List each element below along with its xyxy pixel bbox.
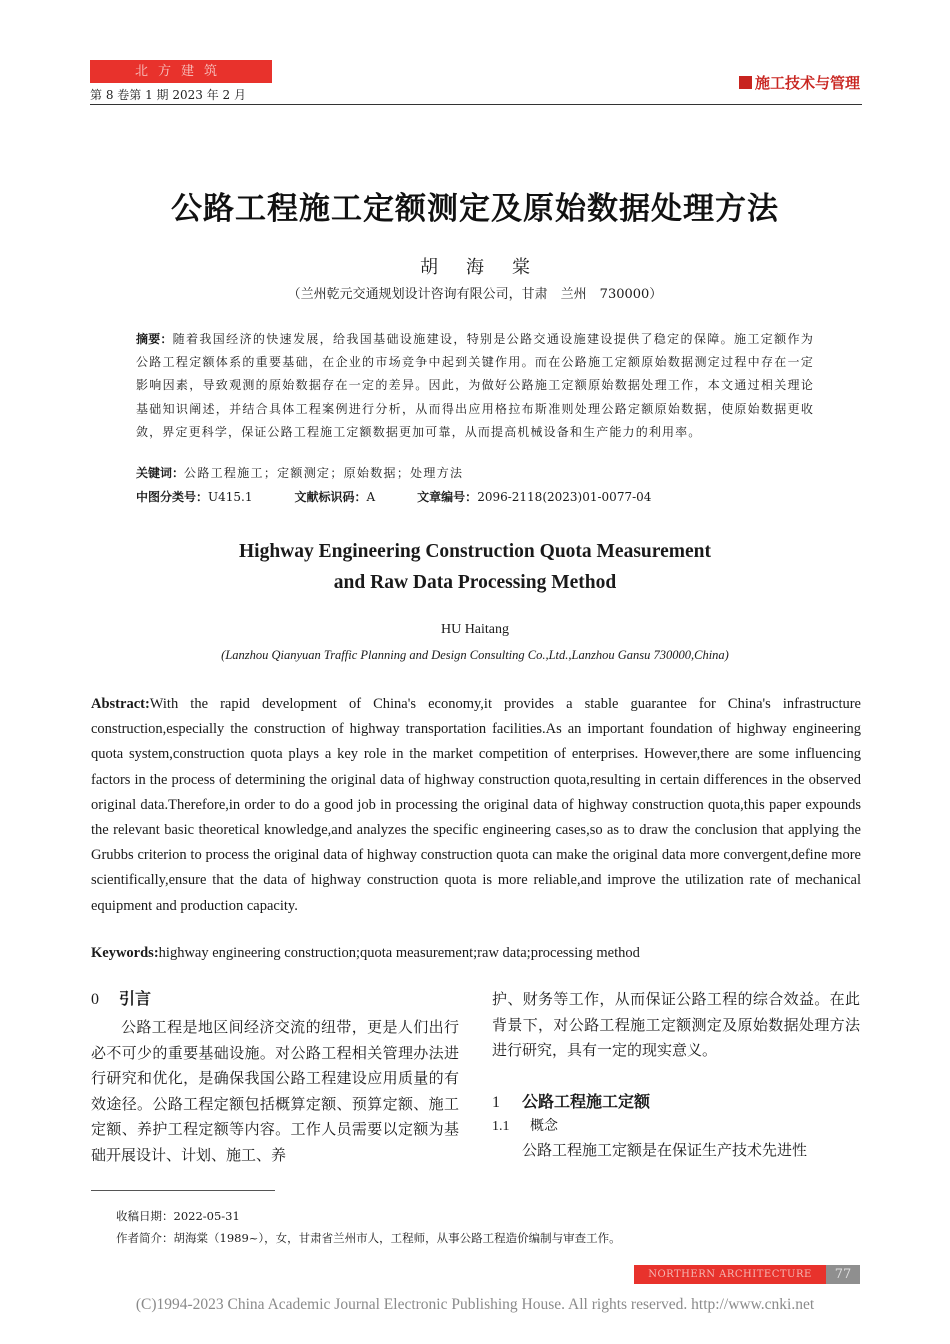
abstract-cn (136, 328, 814, 444)
paper-title-en-line1: Highway Engineering Construction Quota Measurement (239, 541, 711, 562)
paper-title-en (0, 536, 950, 598)
keywords-cn (136, 464, 463, 481)
classification-row (136, 488, 651, 505)
footer-journal-name: NORTHERN ARCHITECTURE (634, 1265, 826, 1284)
abstract-en-label: Abstract: (91, 696, 150, 712)
keywords-en (91, 945, 640, 962)
right-continuation-paragraph: 护、财务等工作，从而保证公路工程的综合效益。在此背景下，对公路工程施工定额测定及原始数据处理方法进行研究，具有一定的现实意义。 (492, 990, 860, 1059)
header-divider (90, 104, 862, 105)
abstract-en-text: With the rapid development of China's economy,it provides a stable guarantee for China's infrastructure construction,especially the construction of highway transportation facilities.As an important foundation of highway engineering quota system,construction quota plays a key role in the market competition of enterprises. However,there are some influencing factors in the process of determining the original data of highway construction quota,resulting in certain differences in the observed original data.Therefore,in order to do a good job in processing the original data of highway construction quota,this paper expounds the relevant basic theoretical knowledge,and analyzes the specific engineering cases,so as to draw the conclusion that applying the Grubbs criterion to process the original data of highway construction quota can make the original data more convergent,define more scientifically,ensure that the data of highway construction quota is more reliable,and improve the utilization rate of mechanical equipment and production capacity. (91, 696, 861, 914)
abstract-cn-text: 随着我国经济的快速发展，给我国基础设施建设，特别是公路交通设施建设提供了稳定的保障。施工定额作为公路工程定额体系的重要基础，在企业的市场竞争中起到关键作用。而在公路施工定额原始数据测定过程中存在一定影响因素，导致观测的原始数据存在一定的差异。因此，为做好公路施工定额原始数据处理工作，本文通过相关理论基础知识阐述，并结合具体工程案例进行分析，从而得出应用格拉布斯准则处理公路定额原始数据，使原始数据更收敛，界定更科学，保证公路工程施工定额数据更加可靠，从而提高机械设备和生产能力的利用率。 (136, 332, 814, 439)
section-1-1-number: 1.1 (492, 1119, 510, 1134)
right-column-top (492, 987, 860, 1064)
keywords-cn-label: 关键词： (136, 466, 185, 480)
section-0-title: 引言 (119, 989, 152, 1008)
issue-info: 第 8 卷第 1 期 2023 年 2 月 (90, 88, 246, 102)
keywords-cn-text: 公路工程施工；定额测定；原始数据；处理方法 (184, 466, 464, 480)
author-en: HU Haitang (440, 622, 510, 637)
section-1-1-title: 概念 (530, 1118, 558, 1134)
page-number: 77 (826, 1265, 860, 1284)
abstract-cn-label: 摘要： (136, 332, 173, 346)
article-number-label: 文章编号： (417, 490, 478, 504)
section-1-1-heading (492, 1115, 558, 1135)
section-0-paragraph: 公路工程是地区间经济交流的纽带，更是人们出行必不可少的重要基础设施。对公路工程相关管理办法进行研究和优化，是确保我国公路工程建设应用质量的有效途径。公路工程定额包括概算定额、预算定额、施工定额、养护工程定额等内容。工作人员需要以定额为基础开展设计、计划、施工、养 (91, 1018, 459, 1164)
footnote-divider (91, 1190, 275, 1191)
section-1-number: 1 (492, 1094, 500, 1111)
copyright-line: (C)1994-2023 China Academic Journal Electronic Publishing House. All rights reserved. http://www.cnki.net (135, 1296, 815, 1313)
affiliation-cn: （兰州乾元交通规划设计咨询有限公司，甘肃 兰州 730000） (287, 287, 663, 302)
abstract-en (91, 692, 861, 919)
article-number-value: 2096-2118(2023)01-0077-04 (477, 490, 652, 504)
paper-title-en-line2: and Raw Data Processing Method (333, 572, 617, 593)
section-label: 施工技术与管理 (754, 74, 860, 92)
section-0-number: 0 (91, 991, 99, 1008)
journal-name-banner: 北方建筑 (90, 60, 272, 83)
section-1-title: 公路工程施工定额 (522, 1092, 651, 1111)
footnote-received-date: 收稿日期：2022-05-31 (116, 1209, 240, 1223)
author-cn: 胡海棠 (420, 257, 558, 278)
doc-code-value: A (366, 490, 376, 504)
clc-label: 中图分类号： (136, 490, 209, 504)
paper-title-cn: 公路工程施工定额测定及原始数据处理方法 (171, 191, 779, 227)
section-tag (739, 72, 860, 93)
footnote-author-intro: 作者简介：胡海棠（1989~），女，甘肃省兰州市人，工程师，从事公路工程造价编制与审查工作。 (116, 1231, 621, 1245)
keywords-en-label: Keywords: (91, 945, 159, 961)
section-0-heading (91, 986, 151, 1009)
clc-value: U415.1 (208, 490, 253, 504)
affiliation-en: (Lanzhou Qianyuan Traffic Planning and Design Consulting Co.,Ltd.,Lanzhou Gansu 730000,China) (221, 648, 729, 662)
section-1-1-paragraph: 公路工程施工定额是在保证生产技术先进性 (522, 1141, 808, 1159)
section-1-heading (492, 1089, 650, 1112)
right-column-bottom (492, 1138, 860, 1164)
doc-code-label: 文献标识码： (294, 490, 367, 504)
square-bullet-icon (739, 76, 752, 89)
left-column (91, 1015, 459, 1168)
keywords-en-text: highway engineering construction;quota measurement;raw data;processing method (158, 945, 640, 961)
